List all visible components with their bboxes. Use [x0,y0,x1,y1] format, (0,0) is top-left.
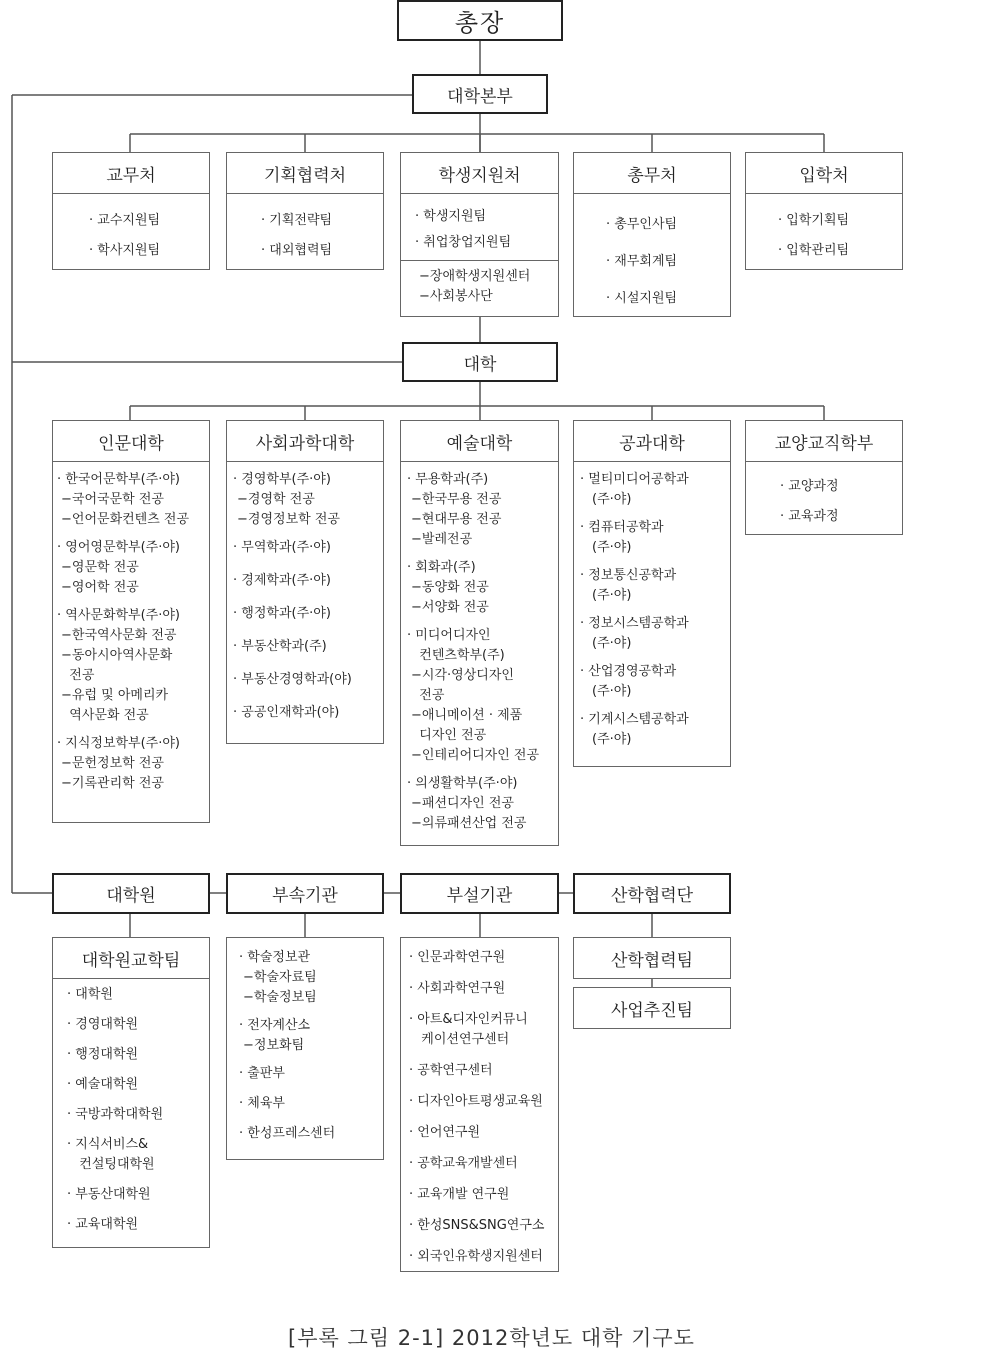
major-name: −인테리어디자인 전공 [411,748,540,763]
department-item [580,710,728,750]
department-item [407,626,556,766]
business-team-label: 사업추진팀 [610,1000,694,1021]
major-name: −현대무용 전공 [411,512,502,527]
graduate-item [67,1045,205,1065]
president-box [397,0,563,41]
affiliated-item [239,948,379,1008]
office-title: 총무처 [574,153,730,194]
institute-name: · 사회과학연구원 [409,981,506,996]
affiliated-name: · 체육부 [239,1096,285,1111]
major-name: −동아시아역사문화 [61,648,173,663]
president-label: 총장 [454,9,506,37]
subunit-item: −장애학생지원센터 [419,269,531,284]
major-name: 역사문화 전공 [61,708,149,723]
department-name: · 한국어문학부(주·야) [57,472,181,487]
department-name: · 경영학부(주·야) [233,472,331,487]
course-item: · 교양과정 [780,479,839,494]
college-label: 대학 [463,354,497,375]
institute-item [409,979,556,999]
department-item [233,637,381,657]
headquarters-label: 대학본부 [447,86,513,107]
department-name: · 정보시스템공학과 [580,616,689,631]
institute-item [409,1247,556,1267]
major-name: −영어학 전공 [61,580,139,595]
institute-item [409,1185,556,1205]
department-name: · 부동산경영학과(야) [233,672,352,687]
major-name: −패션디자인 전공 [411,796,514,811]
affiliated-sub: −학술자료팀 [243,970,317,985]
department-item [233,604,381,624]
department-item [233,538,381,558]
office-general-affairs [573,152,731,317]
college-title: 공과대학 [574,421,730,462]
day-night-label: (주·야) [592,588,632,603]
graduate-item [67,1105,205,1125]
figure-caption: [부록 그림 2-1] 2012학년도 대학 기구도 [288,1326,695,1350]
graduate-item [67,1015,205,1035]
department-name: · 역사문화학부(주·야) [57,608,181,623]
graduate-item [67,1075,205,1095]
affiliated-name: · 출판부 [239,1066,285,1081]
industry-cooperation-label: 산학협력단 [610,886,694,906]
department-item [580,662,728,702]
day-night-label: (주·야) [592,492,632,507]
institute-name: · 교육개발 연구원 [409,1187,510,1202]
student-support-subunits [401,260,558,311]
office-planning [226,152,384,270]
graduate-name: · 지식서비스& [67,1137,149,1152]
institute-item [409,948,556,968]
affiliated-organizations-label: 부속기관 [272,886,338,906]
graduate-item [67,1135,205,1175]
institute-item [409,1216,556,1236]
department-item [580,470,728,510]
affiliated-item [239,1124,379,1144]
day-night-label: (주·야) [592,684,632,699]
team-item: · 기획전략팀 [261,213,333,228]
institute-name: · 아트&디자인커뮤니 [409,1012,528,1027]
team-item: · 교수지원팀 [89,213,161,228]
day-night-label: (주·야) [592,540,632,555]
course-item: · 교육과정 [780,509,839,524]
office-admissions [745,152,903,270]
major-name: −유럽 및 아메리카 [61,688,169,703]
graduate-school-label: 대학원 [106,886,156,906]
team-item: · 학사지원팀 [89,243,161,258]
office-academic-affairs [52,152,210,270]
college-box [402,342,558,382]
department-item [580,518,728,558]
department-item [57,470,207,530]
department-item [407,774,556,834]
affiliated-card [226,937,384,1160]
graduate-team-card [52,937,210,1248]
graduate-name: · 예술대학원 [67,1077,139,1092]
college-humanities [52,420,210,823]
major-name: 전공 [411,688,445,703]
team-item: · 시설지원팀 [606,291,678,306]
affiliated-name: · 전자계산소 [239,1018,311,1033]
office-title: 기획협력처 [227,153,383,194]
department-item [233,703,381,723]
department-item [407,558,556,618]
office-student-support [400,152,559,317]
major-name: −경영학 전공 [237,492,315,507]
department-item [233,571,381,591]
major-name: −한국무용 전공 [411,492,502,507]
major-name: −한국역사문화 전공 [61,628,177,643]
major-name: −시각·영상디자인 [411,668,514,683]
team-item: · 입학관리팀 [778,243,850,258]
affiliated-sub: −정보화팀 [243,1038,305,1053]
graduate-name: · 교육대학원 [67,1217,139,1232]
major-name: −언어문화컨텐츠 전공 [61,512,190,527]
affiliated-item [239,1064,379,1084]
department-name: · 경제학과(주·야) [233,573,331,588]
major-name: −애니메이션 · 제품 [411,708,523,723]
major-name: −경영정보학 전공 [237,512,340,527]
department-item [580,566,728,606]
affiliated-organizations-box [226,873,384,914]
department-item [580,614,728,654]
research-institutes-box [400,873,559,914]
institute-name: · 공학교육개발센터 [409,1156,518,1171]
graduate-team-title: 대학원교학팀 [53,938,209,979]
industry-team-label: 산학협력팀 [610,950,694,971]
industry-team-box [573,937,731,979]
institute-name: · 한성SNS&SNG연구소 [409,1218,545,1233]
major-name: −문헌정보학 전공 [61,756,164,771]
department-name: · 산업경영공학과 [580,664,677,679]
department-name: · 멀티미디어공학과 [580,472,689,487]
affiliated-name: · 학술정보관 [239,950,311,965]
college-arts [400,420,559,846]
department-name: · 부동산학과(주) [233,639,327,654]
department-name: · 공공인재학과(야) [233,705,340,720]
team-item: · 재무회계팀 [606,254,678,269]
graduate-school-box [52,873,210,914]
department-item [57,606,207,726]
college-social-sciences [226,420,384,744]
graduate-item [67,1185,205,1205]
graduate-name: · 대학원 [67,987,113,1002]
office-title: 학생지원처 [401,153,558,194]
major-name: −서양화 전공 [411,600,489,615]
day-night-label: (주·야) [592,732,632,747]
graduate-name: · 경영대학원 [67,1017,139,1032]
affiliated-item [239,1016,379,1056]
department-name: · 무용학과(주) [407,472,489,487]
business-team-box [573,987,731,1029]
department-item [233,670,381,690]
office-title: 교무처 [53,153,209,194]
major-name: 디자인 전공 [411,728,487,743]
department-name: · 지식정보학부(주·야) [57,736,181,751]
graduate-name: · 국방과학대학원 [67,1107,164,1122]
team-item: · 취업창업지원팀 [415,235,512,250]
major-name: 전공 [61,668,95,683]
graduate-name-cont: 컨설팅대학원 [71,1157,155,1172]
institute-item [409,1123,556,1143]
major-name: −국어국문학 전공 [61,492,164,507]
major-name: −영문학 전공 [61,560,139,575]
graduate-item [67,1215,205,1235]
department-name: · 회화과(주) [407,560,476,575]
office-title: 입학처 [746,153,902,194]
college-title: 교양교직학부 [746,421,902,462]
department-item [407,470,556,550]
graduate-name: · 행정대학원 [67,1047,139,1062]
team-item: · 학생지원팀 [415,209,487,224]
institute-name-cont: 케이션연구센터 [413,1032,510,1047]
institute-name: · 언어연구원 [409,1125,481,1140]
department-name: · 무역학과(주·야) [233,540,331,555]
industry-cooperation-box [573,873,731,914]
day-night-label: (주·야) [592,636,632,651]
institutes-card [400,937,559,1272]
major-name: −의류패션산업 전공 [411,816,527,831]
affiliated-sub: −학술정보팀 [243,990,317,1005]
institute-name: · 외국인유학생지원센터 [409,1249,543,1264]
college-engineering [573,420,731,767]
team-item: · 대외협력팀 [261,243,333,258]
college-title: 인문대학 [53,421,209,462]
department-name: · 행정학과(주·야) [233,606,331,621]
institute-name: · 공학연구센터 [409,1063,493,1078]
institute-item [409,1061,556,1081]
institute-name: · 인문과학연구원 [409,950,506,965]
team-item: · 총무인사팀 [606,217,678,232]
department-name: · 미디어디자인 [407,628,491,643]
major-name: 컨텐츠학부(주) [411,648,505,663]
graduate-name: · 부동산대학원 [67,1187,151,1202]
college-title: 사회과학대학 [227,421,383,462]
team-item: · 입학기획팀 [778,213,850,228]
headquarters-box [412,74,548,114]
institute-item [409,1092,556,1112]
department-name: · 컴퓨터공학과 [580,520,664,535]
subunit-item: −사회봉사단 [419,289,493,304]
department-item [233,470,381,530]
major-name: −기록관리학 전공 [61,776,164,791]
department-item [57,734,207,794]
department-name: · 기계시스템공학과 [580,712,689,727]
college-liberal-arts [745,420,903,535]
graduate-item [67,985,205,1005]
institute-item [409,1010,556,1050]
institute-item [409,1154,556,1174]
research-institutes-label: 부설기관 [446,886,513,906]
department-name: · 의생활학부(주·야) [407,776,518,791]
affiliated-name: · 한성프레스센터 [239,1126,336,1141]
institute-name: · 디자인아트평생교육원 [409,1094,543,1109]
affiliated-item [239,1094,379,1114]
major-name: −동양화 전공 [411,580,489,595]
department-item [57,538,207,598]
college-title: 예술대학 [401,421,558,462]
major-name: −발레전공 [411,532,473,547]
department-name: · 영어영문학부(주·야) [57,540,181,555]
department-name: · 정보통신공학과 [580,568,677,583]
